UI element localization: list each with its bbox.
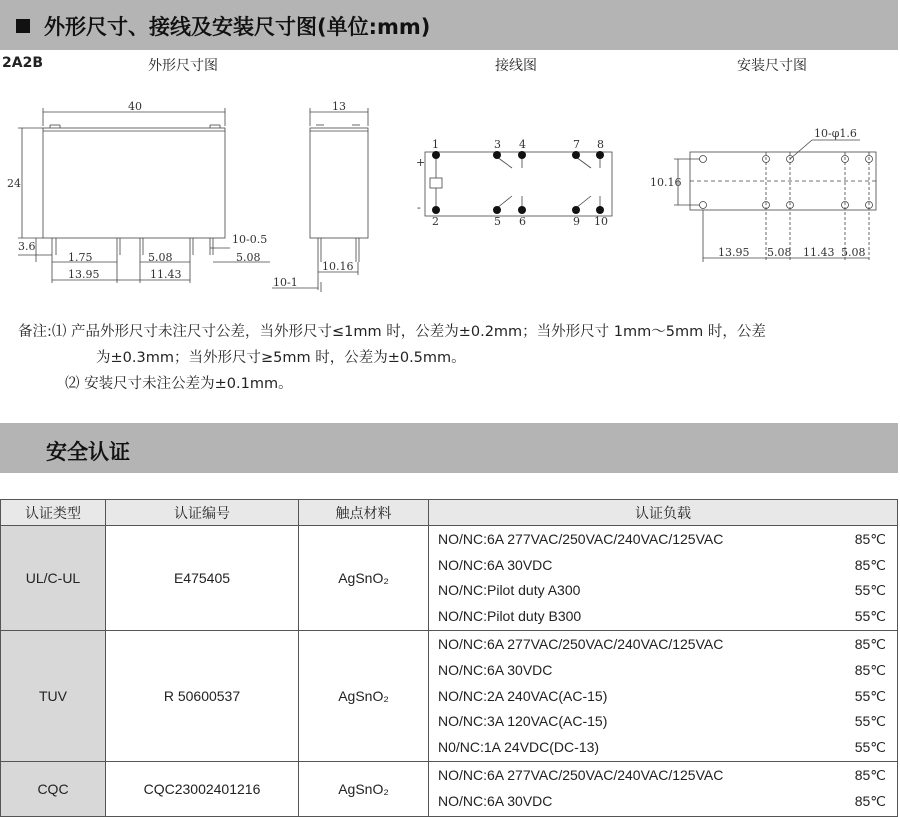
cert-loads bbox=[429, 631, 898, 762]
pin-7: 7 bbox=[573, 138, 580, 151]
install-diagram bbox=[674, 140, 876, 262]
load-temp: 55℃ bbox=[854, 687, 886, 704]
load-text: NO/NC:6A 277VAC/250VAC/240VAC/125VAC bbox=[438, 636, 724, 653]
table-header-row bbox=[1, 500, 898, 526]
outline-side-view bbox=[272, 108, 368, 292]
install-11-43: 11.43 bbox=[803, 246, 835, 259]
dim-13-95: 13.95 bbox=[68, 268, 100, 281]
load-temp: 55℃ bbox=[854, 738, 886, 755]
load-text: NO/NC:6A 30VDC bbox=[438, 556, 553, 573]
pin-6: 6 bbox=[519, 215, 526, 228]
load-text: NO/NC:3A 120VAC(AC-15) bbox=[438, 713, 608, 730]
load-temp: 85℃ bbox=[854, 636, 886, 653]
dim-24: 24 bbox=[7, 177, 21, 190]
pin-minus: - bbox=[417, 201, 421, 214]
load-temp: 85℃ bbox=[854, 767, 886, 784]
dim-5-08: 5.08 bbox=[148, 251, 173, 264]
load-temp: 85℃ bbox=[854, 661, 886, 678]
load-item bbox=[430, 527, 896, 553]
pin-3: 3 bbox=[494, 138, 501, 151]
load-text: NO/NC:2A 240VAC(AC-15) bbox=[438, 687, 608, 704]
load-temp: 85℃ bbox=[854, 792, 886, 809]
cert-loads bbox=[429, 762, 898, 816]
load-text: N0/NC:1A 24VDC(DC-13) bbox=[438, 738, 600, 755]
load-temp: 55℃ bbox=[854, 582, 886, 599]
load-text: NO/NC:6A 277VAC/250VAC/240VAC/125VAC bbox=[438, 531, 724, 547]
pin-4: 4 bbox=[519, 138, 526, 151]
section-title-certification: 安全认证 bbox=[46, 440, 130, 464]
dim-11-43: 11.43 bbox=[150, 268, 182, 281]
cert-type: UL/C-UL bbox=[1, 526, 106, 631]
pin-2: 2 bbox=[432, 215, 439, 228]
load-item bbox=[430, 553, 896, 579]
load-text: NO/NC:6A 277VAC/250VAC/240VAC/125VAC bbox=[438, 767, 724, 784]
install-holes: 10-φ1.6 bbox=[814, 127, 857, 140]
dim-5-08b: 5.08 bbox=[236, 251, 261, 264]
pin-9: 9 bbox=[573, 215, 580, 228]
cert-number: CQC23002401216 bbox=[106, 762, 299, 816]
dim-10-0-5: 10-0.5 bbox=[232, 233, 268, 246]
load-text: NO/NC:6A 30VDC bbox=[438, 792, 553, 809]
table-row bbox=[1, 526, 898, 631]
note-line-1: 备注:⑴ 产品外形尺寸未注尺寸公差，当外形尺寸≤1mm 时，公差为±0.2mm；当外形尺寸 1mm～5mm 时，公差 bbox=[18, 324, 766, 340]
dim-1-75: 1.75 bbox=[68, 251, 93, 264]
dim-40: 40 bbox=[128, 100, 142, 113]
wiring-diagram-label: 接线图 bbox=[495, 58, 537, 74]
outline-diagram-label: 外形尺寸图 bbox=[148, 58, 218, 74]
pin-plus: + bbox=[416, 156, 426, 169]
cert-number: R 50600537 bbox=[106, 631, 299, 762]
pin-8: 8 bbox=[597, 138, 604, 151]
header-cert-load: 认证负载 bbox=[429, 500, 898, 526]
notes bbox=[18, 319, 766, 397]
cert-type: TUV bbox=[1, 631, 106, 762]
certification-table bbox=[0, 499, 898, 817]
load-item bbox=[430, 789, 896, 815]
cert-number: E475405 bbox=[106, 526, 299, 631]
dim-13: 13 bbox=[332, 100, 346, 113]
load-item bbox=[430, 658, 896, 684]
cert-loads bbox=[429, 526, 898, 631]
load-item bbox=[430, 709, 896, 735]
load-text: NO/NC:6A 30VDC bbox=[438, 661, 553, 678]
dim-10-16: 10.16 bbox=[322, 260, 354, 273]
header-cert-number: 认证编号 bbox=[106, 500, 299, 526]
section-header-certification bbox=[0, 423, 898, 473]
outline-front-view bbox=[18, 108, 270, 283]
contact-material: AgSnO₂ bbox=[299, 631, 429, 762]
install-13-95: 13.95 bbox=[718, 246, 750, 259]
load-item bbox=[430, 632, 896, 658]
install-diagram-label: 安装尺寸图 bbox=[737, 58, 807, 74]
load-temp: 85℃ bbox=[854, 531, 886, 547]
contact-material: AgSnO₂ bbox=[299, 762, 429, 816]
install-10-16: 10.16 bbox=[650, 176, 682, 189]
pin-5: 5 bbox=[494, 215, 501, 228]
table-row bbox=[1, 762, 898, 816]
pin-10: 10 bbox=[594, 215, 608, 228]
load-text: NO/NC:Pilot duty B300 bbox=[438, 607, 582, 624]
pin-1: 1 bbox=[432, 138, 439, 151]
load-item bbox=[430, 684, 896, 710]
load-temp: 55℃ bbox=[854, 713, 886, 730]
dim-3-6: 3.6 bbox=[18, 240, 36, 253]
cert-type: CQC bbox=[1, 762, 106, 816]
model-label: 2A2B bbox=[2, 55, 43, 71]
header-cert-type: 认证类型 bbox=[1, 500, 106, 526]
section-title-text: 外形尺寸、接线及安装尺寸图(单位:mm) bbox=[44, 15, 431, 39]
wiring-diagram bbox=[425, 151, 612, 216]
load-text: NO/NC:Pilot duty A300 bbox=[438, 582, 581, 599]
contact-material: AgSnO₂ bbox=[299, 526, 429, 631]
load-item bbox=[430, 735, 896, 761]
technical-drawings bbox=[0, 0, 900, 300]
load-item bbox=[430, 604, 896, 630]
dim-10-1: 10-1 bbox=[273, 276, 298, 289]
table-row bbox=[1, 631, 898, 762]
load-item bbox=[430, 763, 896, 789]
install-5-08: 5.08 bbox=[767, 246, 792, 259]
load-temp: 85℃ bbox=[854, 556, 886, 573]
note-line-3: ⑵ 安装尺寸未注公差为±0.1mm。 bbox=[65, 376, 293, 392]
install-5-08b: 5.08 bbox=[841, 246, 866, 259]
note-line-2: 为±0.3mm；当外形尺寸≥5mm 时，公差为±0.5mm。 bbox=[96, 350, 466, 366]
load-temp: 55℃ bbox=[854, 607, 886, 624]
load-item bbox=[430, 578, 896, 604]
header-contact-material: 触点材料 bbox=[299, 500, 429, 526]
